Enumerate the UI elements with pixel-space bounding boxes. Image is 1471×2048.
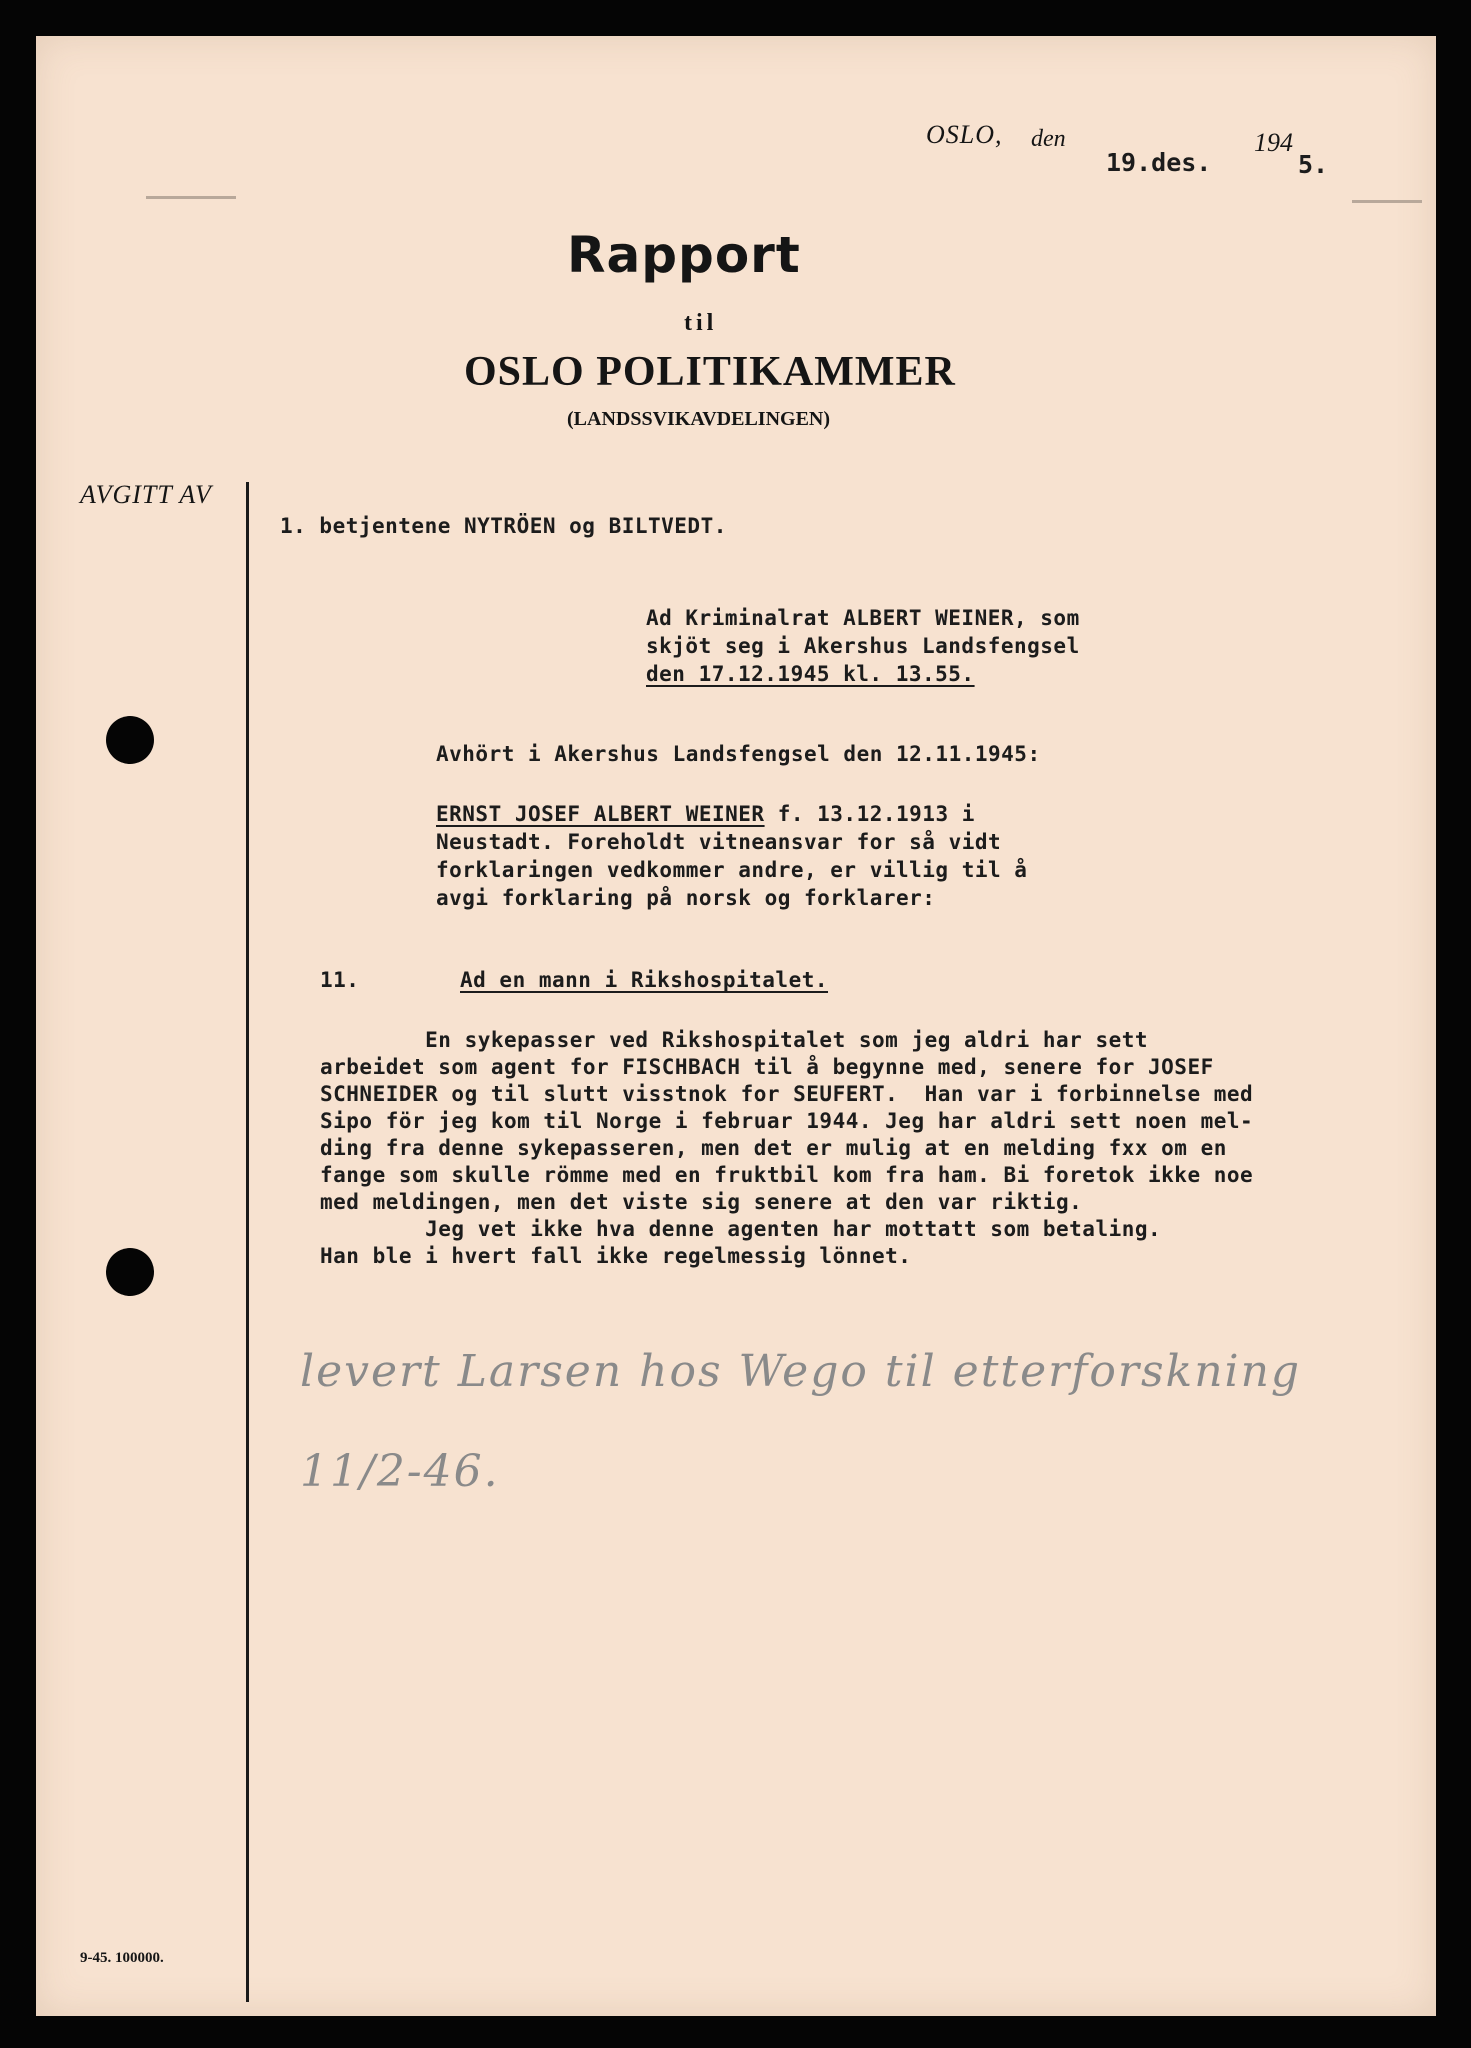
margin-mark-right	[1352, 200, 1422, 203]
interview-line-2: Neustadt. Foreholdt vitneansvar for så vidt	[436, 830, 1002, 854]
document-page	[36, 36, 1436, 2016]
interviewee-birth: f. 13.12.1913 i	[764, 802, 975, 826]
interview-line-3: forklaringen vedkommer andre, er villig til å	[436, 858, 1028, 882]
body-line: En sykepasser ved Rikshospitalet som jeg aldri har sett	[320, 1028, 1149, 1052]
body-line: fange som skulle römme med en fruktbil kom fra ham. Bi foretok ikke noe	[320, 1163, 1254, 1187]
margin-rule	[246, 482, 249, 2002]
year-typed: 5.	[1298, 150, 1329, 179]
place-label: OSLO,	[926, 120, 1003, 149]
punch-hole-bottom	[106, 1248, 154, 1296]
margin-mark-left	[146, 196, 236, 199]
punch-hole-top	[106, 716, 154, 764]
subject-line-1: Ad Kriminalrat ALBERT WEINER, som	[646, 606, 1080, 630]
date-day: 19.des.	[1106, 148, 1212, 177]
den-label: den	[1031, 126, 1066, 152]
interviewee-name: ERNST JOSEF ALBERT WEINER	[436, 802, 765, 826]
print-code: 9-45. 100000.	[80, 1950, 164, 1966]
body-line: SCHNEIDER og til slutt visstnok for SEUFERT. Han var i forbinnelse med	[320, 1082, 1254, 1106]
subject-line-3: den 17.12.1945 kl. 13.55.	[646, 662, 975, 686]
body-line: Jeg vet ikke hva denne agenten har mottatt som betaling.	[320, 1217, 1162, 1241]
report-til: til	[684, 310, 718, 336]
body-line: Han ble i hvert fall ikke regelmessig lönnet.	[320, 1244, 912, 1268]
interview-line-4: avgi forklaring på norsk og forklarer:	[436, 886, 936, 910]
body-line: med meldingen, men det viste sig senere at den var riktig.	[320, 1190, 1083, 1214]
interview-intro: Avhört i Akershus Landsfengsel den 12.11.1945:	[436, 742, 1041, 766]
body-line: ding fra denne sykepasseren, men det er mulig at en melding fxx om en	[320, 1136, 1227, 1160]
body-line: Sipo för jeg kom til Norge i februar 1944. Jeg har aldri sett noen mel-	[320, 1109, 1254, 1133]
handwritten-note-line-2: 11/2-46.	[300, 1446, 500, 1497]
section-heading: Ad en mann i Rikshospitalet.	[460, 968, 829, 992]
avgitt-av-label: AVGITT AV	[80, 480, 212, 509]
handwritten-note-line-1: levert Larsen hos Wego til etterforskning	[300, 1346, 1302, 1397]
avgitt-av-value: 1. betjentene NYTRÖEN og BILTVEDT.	[280, 514, 727, 538]
interview-line-1	[436, 802, 975, 826]
section-number: 11.	[320, 968, 360, 992]
department-name: OSLO POLITIKAMMER	[464, 349, 956, 395]
subject-line-2: skjöt seg i Akershus Landsfengsel	[646, 634, 1080, 658]
report-title: Rapport	[567, 226, 801, 284]
year-printed: 194	[1254, 128, 1293, 157]
subdepartment-name: (LANDSSVIKAVDELINGEN)	[567, 408, 831, 430]
body-line: arbeidet som agent for FISCHBACH til å begynne med, senere for JOSEF	[320, 1055, 1214, 1079]
